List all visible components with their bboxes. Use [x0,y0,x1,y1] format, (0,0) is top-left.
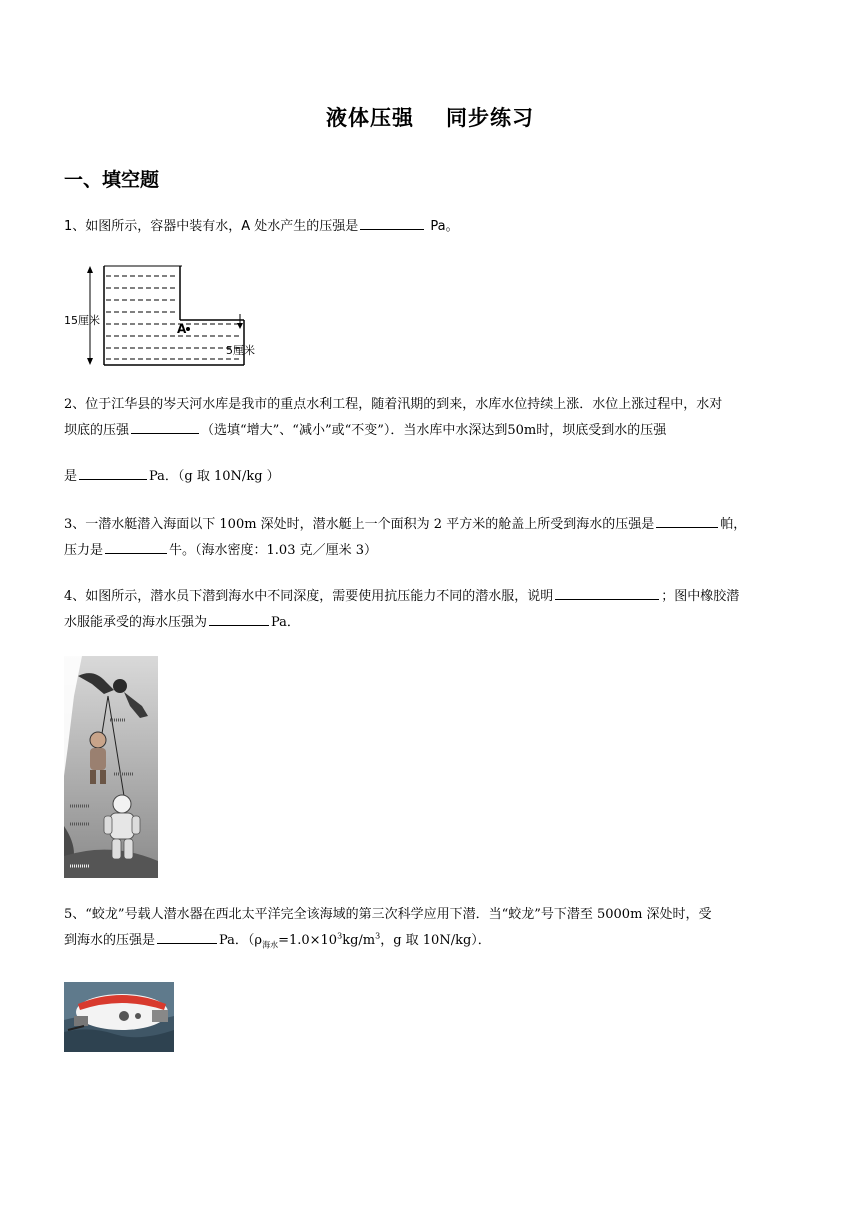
q2-line3b: Pa．（g 取 10N/kg ） [149,469,280,484]
q3-line1a: 3、一潜水艇潜入海面以下 100m 深处时，潜水艇上一个面积为 2 平方米的舱盖上所受到海水的压强是 [64,517,655,532]
q2-line3a: 是 [64,469,78,484]
fig-label-depth: 5厘米 [226,344,255,357]
question-1 [64,214,798,240]
q1-text-after: Pa。 [426,219,459,234]
question-2 [64,392,798,500]
q5-line2b: Pa．（ρ [219,933,263,948]
question-5 [64,902,798,954]
q5-line2e: ，g 取 10N/kg）． [380,933,491,948]
q3-line1b: 帕， [720,517,747,532]
q4-line1b: ；图中橡胶潜 [661,589,740,604]
submersible-picture [64,982,174,1052]
section-heading: 一、填空题 [64,169,160,191]
question-4 [64,584,798,636]
q4-line1a: 4、如图所示，潜水员下潜到海水中不同深度，需要使用抗压能力不同的潜水服，说明 [64,589,554,604]
answer-blank [209,611,269,626]
question-3 [64,512,798,564]
answer-blank [555,585,659,600]
q4-line2b: Pa． [271,615,300,630]
q5-line2d: kg/m [342,933,376,948]
fig-label-point: A [177,322,187,336]
answer-blank [131,419,199,434]
q5-line2c: =1.0×10 [278,933,338,948]
q5-line2a: 到海水的压强是 [64,933,156,948]
q3-line2b: 牛。（海水密度：1.03 克／厘米 3） [169,543,377,558]
q4-line2a: 水服能承受的海水压强为 [64,615,208,630]
title-left: 液体压强 [326,106,414,130]
page-title [0,102,860,132]
q1-text-before: 1、如图所示，容器中装有水，A 处水产生的压强是 [64,219,359,234]
answer-blank [105,539,167,554]
answer-blank [656,513,718,528]
q5-line1: 5、“蛟龙”号载人潜水器在西北太平洋完全该海域的第三次科学应用下潜．当“蛟龙”号下潜至 5000m 深处时，受 [64,907,712,922]
diver-depth-picture [64,656,158,878]
q2-line2b: （选填“增大”、“减小”或“不变”）．当水库中水深达到50m时，坝底受到水的压强 [201,423,667,438]
exponent-1: 3 [337,931,343,941]
exponent-2: 3 [375,931,381,941]
q2-line2a: 坝底的压强 [64,423,130,438]
rho-subscript: 海水 [262,940,279,950]
q2-line1: 2、位于江华县的岑天河水库是我市的重点水利工程，随着汛期的到来，水库水位持续上涨．水位上涨过程中，水对 [64,397,723,412]
answer-blank [79,465,147,480]
container-diagram [64,262,274,370]
fig-label-height: 15厘米 [64,314,100,327]
title-right: 同步练习 [446,106,534,130]
answer-blank [157,929,217,944]
q3-line2a: 压力是 [64,543,104,558]
answer-blank [360,215,424,230]
